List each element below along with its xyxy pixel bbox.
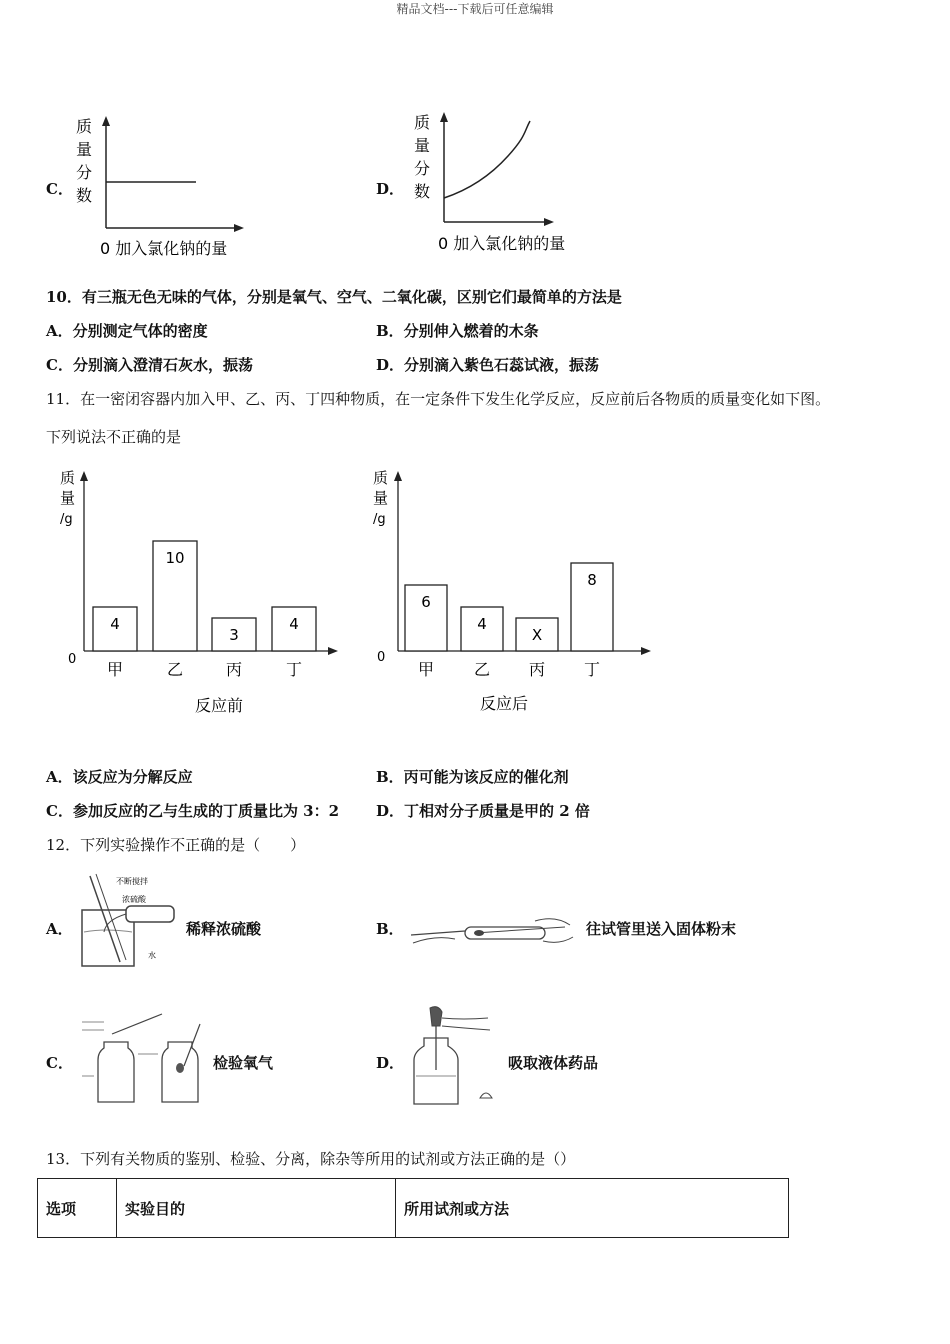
q11-option-a: A．该反应为分解反应 <box>46 768 193 786</box>
chart-title: 反应前 <box>195 696 244 715</box>
category-label: 丁 <box>583 660 601 679</box>
q12-option-c-text: 检验氧气 <box>213 1054 274 1072</box>
y-axis-label-char: /g <box>373 512 386 527</box>
y-axis-label-char: 质 <box>373 469 389 487</box>
x-axis-label: 0 加入氯化钠的量 <box>100 239 228 258</box>
q10-stem: 10．有三瓶无色无味的气体，分别是氧气、空气、二氧化碳，区别它们最简单的方法是 <box>46 288 622 306</box>
y-label-char: 量 <box>76 140 93 159</box>
y-label-char: 数 <box>414 182 431 201</box>
bar-value-label: 8 <box>587 571 597 589</box>
category-label: 乙 <box>473 660 491 679</box>
q12-option-a-text: 稀释浓硫酸 <box>186 920 262 938</box>
powder-test-tube-figure <box>405 905 577 963</box>
y-axis-label-char: 量 <box>373 489 389 507</box>
y-label-char: 质 <box>76 117 93 136</box>
q9-graph-d <box>408 106 598 260</box>
q11-option-c: C．参加反应的乙与生成的丁质量比为 3：2 <box>46 802 340 820</box>
q10-option-d: D．分别滴入紫色石蕊试液，振荡 <box>376 356 600 374</box>
y-label-char: 量 <box>414 136 431 155</box>
q10-option-b: B．分别伸入燃着的木条 <box>376 322 539 340</box>
q12-option-d-label: D． <box>376 1054 405 1072</box>
table-header-row <box>38 1179 789 1238</box>
y-label-char: 分 <box>76 163 93 182</box>
q11-stem-line2: 下列说法不正确的是 <box>46 428 182 446</box>
bar-value-label: 3 <box>229 626 239 644</box>
q12-option-b-text: 往试管里送入固体粉末 <box>586 920 737 938</box>
category-label: 乙 <box>166 660 184 679</box>
bar-chart-after <box>365 465 675 725</box>
table-header-cell: 选项 <box>38 1179 117 1238</box>
q12-option-b-label: B． <box>376 920 404 938</box>
q13-stem: 13．下列有关物质的鉴别、检验、分离，除杂等所用的试剂或方法正确的是（） <box>46 1150 576 1168</box>
q11-option-b: B．丙可能为该反应的催化剂 <box>376 768 569 786</box>
origin-label: 0 <box>377 650 386 665</box>
q11-option-d: D．丁相对分子质量是甲的 2 倍 <box>376 802 590 820</box>
q12-option-a-label: A． <box>46 920 73 938</box>
q12-option-d-text: 吸取液体药品 <box>508 1054 599 1072</box>
q13-table <box>37 1178 789 1238</box>
bar-value-label: 4 <box>110 615 120 633</box>
table-header-cell: 所用试剂或方法 <box>396 1179 789 1238</box>
bar-value-label: 6 <box>421 593 431 611</box>
figure-note: 不断搅拌 <box>116 877 148 886</box>
y-label-char: 质 <box>414 113 431 132</box>
y-label-char: 数 <box>76 186 93 205</box>
category-label: 甲 <box>106 660 124 679</box>
table-header-cell: 实验目的 <box>117 1179 396 1238</box>
q11-stem-line1: 11．在一密闭容器内加入甲、乙、丙、丁四种物质，在一定条件下发生化学反应，反应前后各物质的质量变化如下图。 <box>46 390 831 408</box>
bar-value-label: 10 <box>165 549 185 567</box>
category-label: 丙 <box>225 660 243 679</box>
figure-note: 浓硫酸 <box>122 895 146 904</box>
origin-label: 0 <box>68 652 77 667</box>
q9-option-d-label: D． <box>376 180 405 198</box>
y-axis-label-char: 量 <box>60 489 76 507</box>
category-label: 丁 <box>285 660 303 679</box>
q9-graph-c <box>70 110 260 260</box>
chart-title: 反应后 <box>480 694 529 713</box>
bar-value-label: X <box>531 626 543 644</box>
y-axis-label-char: 质 <box>60 469 76 487</box>
dropper-figure <box>408 1000 498 1112</box>
oxygen-test-figure <box>76 1010 216 1110</box>
category-label: 丙 <box>528 660 546 679</box>
q9-option-c-label: C． <box>46 180 73 198</box>
x-axis-label: 0 加入氯化钠的量 <box>438 234 566 253</box>
dilute-sulfuric-acid-figure <box>76 870 186 972</box>
q10-option-a: A．分别测定气体的密度 <box>46 322 208 340</box>
category-label: 甲 <box>417 660 435 679</box>
q12-option-c-label: C． <box>46 1054 73 1072</box>
bar-value-label: 4 <box>477 615 487 633</box>
bar-chart-before <box>50 465 360 725</box>
y-label-char: 分 <box>414 159 431 178</box>
y-axis-label-char: /g <box>60 512 73 527</box>
bar-value-label: 4 <box>289 615 299 633</box>
page-header: 精品文档---下载后可任意编辑 <box>396 2 554 16</box>
q12-stem: 12．下列实验操作不正确的是（ ） <box>46 836 306 854</box>
q10-option-c: C．分别滴入澄清石灰水，振荡 <box>46 356 253 374</box>
figure-note: 水 <box>148 951 156 960</box>
